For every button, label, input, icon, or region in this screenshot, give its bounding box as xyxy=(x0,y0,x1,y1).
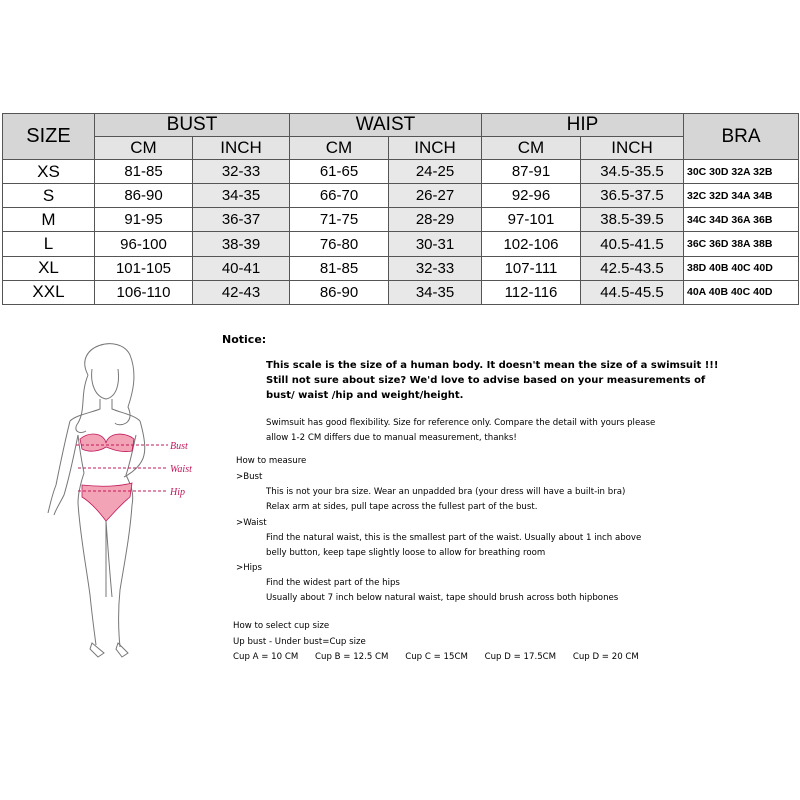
how-to-measure-heading: How to measure xyxy=(236,456,307,466)
bust-inch-cell: 38-39 xyxy=(193,232,290,256)
bust-cm-header: CM xyxy=(95,137,193,160)
notice-bold-line: This scale is the size of a human body. It doesn't mean the size of a swimsuit !!! xyxy=(266,360,719,371)
cup-size-item: Cup C = 15CM xyxy=(405,652,468,662)
waist-inch-cell: 24-25 xyxy=(389,160,482,184)
size-cell: S xyxy=(3,184,95,208)
bikini-top-shape xyxy=(80,434,134,451)
notice-bold-line: Still not sure about size? We'd love to advise based on your measurements of xyxy=(266,375,706,386)
cup-size-formula: Up bust - Under bust=Cup size xyxy=(233,637,366,647)
waist-header: WAIST xyxy=(290,114,482,137)
size-cell: XL xyxy=(3,256,95,280)
cup-size-item: Cup D = 17.5CM xyxy=(484,652,557,662)
cup-size-item: Cup D = 20 CM xyxy=(572,652,639,662)
table-header-row xyxy=(3,114,799,137)
bust-instruction: This is not your bra size. Wear an unpadded bra (your dress will have a built-in bra) xyxy=(266,487,626,497)
size-header: SIZE xyxy=(3,114,95,160)
bra-cell: 34C 34D 36A 36B xyxy=(684,208,799,232)
waist-cm-cell: 61-65 xyxy=(290,160,389,184)
bust-cm-cell: 91-95 xyxy=(95,208,193,232)
cup-size-item: Cup A = 10 CM xyxy=(233,652,299,662)
waist-inch-cell: 32-33 xyxy=(389,256,482,280)
table-row xyxy=(3,256,799,280)
bust-cm-cell: 106-110 xyxy=(95,280,193,304)
waist-cm-cell: 81-85 xyxy=(290,256,389,280)
hip-cm-cell: 87-91 xyxy=(482,160,581,184)
waist-cm-cell: 71-75 xyxy=(290,208,389,232)
hip-inch-cell: 40.5-41.5 xyxy=(581,232,684,256)
table-subheader-row xyxy=(3,137,799,160)
notice-note-line: Swimsuit has good flexibility. Size for reference only. Compare the detail with yours please xyxy=(266,418,656,428)
notice-title: Notice: xyxy=(222,333,267,346)
hips-instruction: Find the widest part of the hips xyxy=(266,578,400,588)
bust-inch-cell: 36-37 xyxy=(193,208,290,232)
table-row xyxy=(3,184,799,208)
bust-cm-cell: 86-90 xyxy=(95,184,193,208)
size-cell: XXL xyxy=(3,280,95,304)
bra-cell: 32C 32D 34A 34B xyxy=(684,184,799,208)
hip-cm-cell: 107-111 xyxy=(482,256,581,280)
table-row xyxy=(3,160,799,184)
bust-inch-cell: 40-41 xyxy=(193,256,290,280)
hip-cm-cell: 102-106 xyxy=(482,232,581,256)
hip-inch-cell: 44.5-45.5 xyxy=(581,280,684,304)
hip-cm-header: CM xyxy=(482,137,581,160)
bust-instruction: Relax arm at sides, pull tape across the fullest part of the bust. xyxy=(266,502,538,512)
cup-size-list xyxy=(233,652,653,662)
waist-cm-cell: 86-90 xyxy=(290,280,389,304)
hip-cm-cell: 97-101 xyxy=(482,208,581,232)
hips-heading: >Hips xyxy=(236,563,262,573)
waist-inch-header: INCH xyxy=(389,137,482,160)
bra-cell: 40A 40B 40C 40D xyxy=(684,280,799,304)
bra-cell: 38D 40B 40C 40D xyxy=(684,256,799,280)
bra-cell: 36C 36D 38A 38B xyxy=(684,232,799,256)
table-row xyxy=(3,208,799,232)
bust-inch-cell: 32-33 xyxy=(193,160,290,184)
hip-inch-cell: 38.5-39.5 xyxy=(581,208,684,232)
waist-heading: >Waist xyxy=(236,518,267,528)
notice-note-line: allow 1-2 CM differs due to manual measurement, thanks! xyxy=(266,433,517,443)
waist-label: Waist xyxy=(170,464,192,475)
body-measurement-illustration xyxy=(20,335,220,665)
size-cell: XS xyxy=(3,160,95,184)
hip-cm-cell: 92-96 xyxy=(482,184,581,208)
cup-size-heading: How to select cup size xyxy=(233,621,330,631)
waist-inch-cell: 34-35 xyxy=(389,280,482,304)
waist-inch-cell: 26-27 xyxy=(389,184,482,208)
waist-instruction: Find the natural waist, this is the smallest part of the waist. Usually about 1 inch above xyxy=(266,533,642,543)
hip-cm-cell: 112-116 xyxy=(482,280,581,304)
bust-heading: >Bust xyxy=(236,472,263,482)
hip-inch-header: INCH xyxy=(581,137,684,160)
table-row xyxy=(3,280,799,304)
waist-inch-cell: 28-29 xyxy=(389,208,482,232)
bust-inch-cell: 34-35 xyxy=(193,184,290,208)
size-cell: L xyxy=(3,232,95,256)
bust-cm-cell: 101-105 xyxy=(95,256,193,280)
table-row xyxy=(3,232,799,256)
hip-header: HIP xyxy=(482,114,684,137)
bra-cell: 30C 30D 32A 32B xyxy=(684,160,799,184)
hip-inch-cell: 42.5-43.5 xyxy=(581,256,684,280)
waist-instruction: belly button, keep tape slightly loose to allow for breathing room xyxy=(266,548,546,558)
hip-inch-cell: 36.5-37.5 xyxy=(581,184,684,208)
waist-cm-cell: 66-70 xyxy=(290,184,389,208)
bust-cm-cell: 96-100 xyxy=(95,232,193,256)
waist-cm-cell: 76-80 xyxy=(290,232,389,256)
bust-inch-header: INCH xyxy=(193,137,290,160)
notice-bold-line: bust/ waist /hip and weight/height. xyxy=(266,390,464,401)
hip-inch-cell: 34.5-35.5 xyxy=(581,160,684,184)
hips-instruction: Usually about 7 inch below natural waist, tape should brush across both hipbones xyxy=(266,593,619,603)
bust-label: Bust xyxy=(170,441,188,452)
bust-inch-cell: 42-43 xyxy=(193,280,290,304)
bikini-bottom-shape xyxy=(82,483,132,521)
bra-header: BRA xyxy=(684,114,799,160)
bust-cm-cell: 81-85 xyxy=(95,160,193,184)
waist-cm-header: CM xyxy=(290,137,389,160)
waist-inch-cell: 30-31 xyxy=(389,232,482,256)
hip-label: Hip xyxy=(170,487,185,498)
size-chart-table xyxy=(2,113,799,305)
bust-header: BUST xyxy=(95,114,290,137)
size-cell: M xyxy=(3,208,95,232)
cup-size-item: Cup B = 12.5 CM xyxy=(315,652,389,662)
